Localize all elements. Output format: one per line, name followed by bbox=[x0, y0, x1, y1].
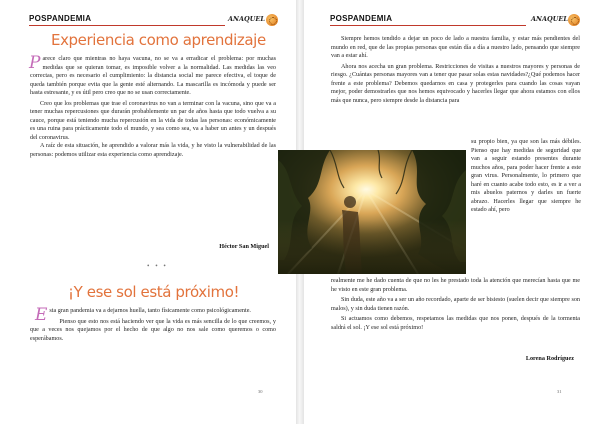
section-title: POSPANDEMIA bbox=[330, 14, 393, 23]
article-body bbox=[331, 277, 580, 332]
drop-cap: E bbox=[35, 305, 48, 325]
article-paragraph: Esta gran pandemia va a dejarnos huella, tanto físicamente como psicológicamente. bbox=[35, 305, 251, 325]
article-body bbox=[30, 307, 276, 343]
left-page bbox=[0, 0, 296, 424]
article-title: Experiencia como aprendizaje bbox=[51, 31, 266, 49]
article-paragraph: A raíz de esta situación, he aprendido a valorar más la vida, y he visto la vulnerabilidad de las personas: podemos utilizar esta experiencia como aprendizaje. bbox=[30, 143, 276, 158]
right-header bbox=[330, 14, 584, 28]
article-author: Héctor San Miguel bbox=[219, 243, 269, 250]
article-paragraph: Sin duda, este año va a ser un año recordado, aparte de ser bisiesto (suelen decir que siempre son malos), y sin duda tienen razón. bbox=[331, 297, 580, 312]
article-paragraph: Creo que los problemas que trae el coronavirus no van a terminar con la vacuna, sino que va a tener muchas repercusiones que durarán probablemente un par de años hasta que todo vuelva a su cauce, porque está teniendo mucha repercusión en la vida de todas las personas: económicamente es una ruina para prácticamente todo el mundo, y sea como sea, va a haber un antes y un después del coronavirus. bbox=[30, 100, 276, 141]
header-rule bbox=[29, 25, 225, 26]
article-paragraph: realmente me he dado cuenta de que no les he prestado toda la atención que merecían hasta que me he visto en este gran problema. bbox=[331, 278, 580, 293]
page-number: 30 bbox=[258, 389, 263, 394]
article-paragraph: Siempre hemos tendido a dejar un poco de lado a nuestra familia, y estar más pendientes del mundo en red, que de las propias personas que están día a día a nuestro lado, pensando que siempre van a estar ahí. bbox=[331, 36, 580, 59]
article-paragraph: Pienso que esto nos está haciendo ver que la vida es más sencilla de lo que creemos, y que a veces nos quejamos por el hecho de que algo no nos sale como queremos o como esperábamos. bbox=[30, 318, 276, 342]
magazine-name: ANAQUEL bbox=[228, 15, 265, 23]
article-paragraph: Si actuamos como debemos, respetamos las medidas que nos ponen, después de la tormenta saldrá el sol. ¡Y ese sol está próximo! bbox=[331, 316, 580, 331]
section-separator: • • • bbox=[147, 262, 168, 270]
page-number: 31 bbox=[557, 389, 562, 394]
left-header bbox=[29, 14, 281, 28]
sunlit-forest-photo bbox=[278, 150, 466, 274]
header-rule bbox=[330, 25, 526, 26]
article-body bbox=[331, 35, 580, 105]
magazine-logo-icon bbox=[266, 14, 278, 26]
magazine-logo-icon bbox=[568, 14, 580, 26]
article-author: Lorena Rodríguez bbox=[525, 355, 574, 362]
article-body bbox=[30, 55, 276, 159]
section-title: POSPANDEMIA bbox=[29, 14, 92, 23]
magazine-name: ANAQUEL bbox=[531, 15, 568, 23]
article-body-side: su propio bien, ya que son las más débiles. Pienso que hay medidas de seguridad que van a seguir estando presentes durante muchos años, para poder hacer frente a este gran virus. Personalmente, lo primero que haré en cuanto acabe todo esto, es ir a ver a mis abuelos paternos y darles un fuerte abrazo. Hacerles llegar que siempre he estado ahí, pero bbox=[471, 139, 581, 213]
article-paragraph: Parece claro que mientras no haya vacuna, no se va a erradicar el problema: por muchas medidas que se quieran tomar, es imposible volver a la normalidad. Las medidas las veo correctas, pero es necesario el cumplimiento: la distancia social me parece efectiva, el toque de queda también porque evita que la gente esté alternando. La mascarilla es incómoda y puede ser hasta estresante, y es útil pero creo que no se usan correctamente. bbox=[29, 53, 276, 96]
article-paragraph: Ahora nos acecha un gran problema. Restricciones de visitas a nuestros mayores y personas de riesgo. ¿Cuántas personas mayores van a tener que pasar solas estas navidades?¿Qué podemos hacer frente a este problema? Debemos quedarnos en casa y protegerles para cuando las cosas vayan mejor, poder demostrarles que nos hemos equivocado y hacerles llegar que ahora estamos con ellos más que nunca, pero siempre desde la distancia para bbox=[331, 63, 580, 104]
drop-cap: P bbox=[29, 53, 41, 73]
article-title: ¡Y ese sol está próximo! bbox=[68, 283, 240, 301]
